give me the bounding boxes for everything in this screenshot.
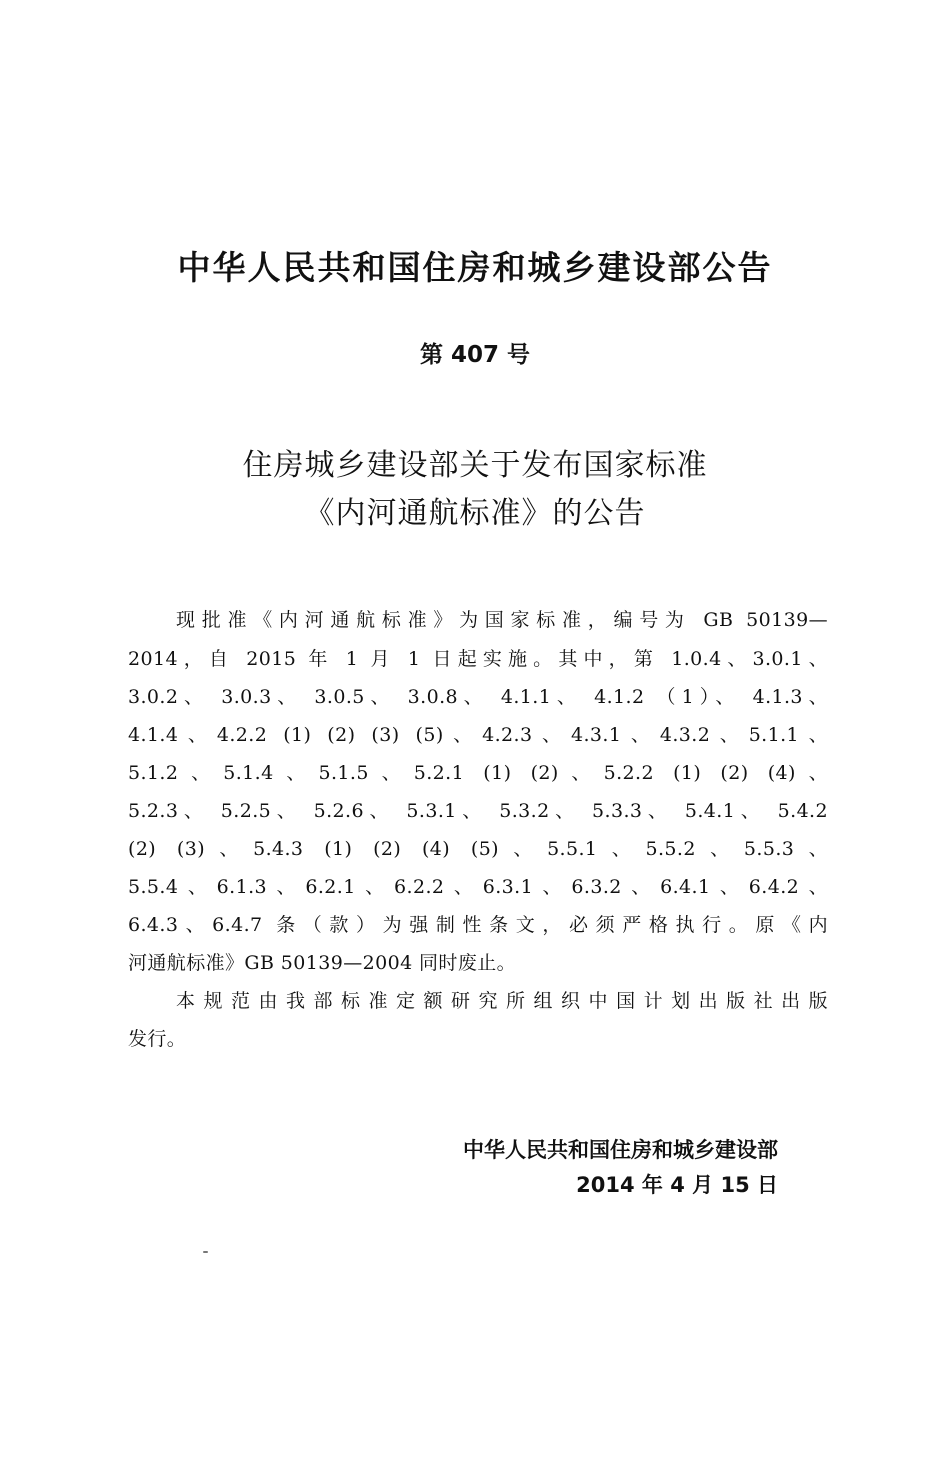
signature-date: 2014 年 4 月 15 日 [576, 1173, 778, 1197]
body-line-5: 5.1.2、5.1.4、5.1.5、5.2.1 (1) (2)、5.2.2 (1) (2) (4)、 [128, 762, 828, 784]
body-line-2: 2014，自 2015 年 1 月 1 日起实施。其中，第 1.0.4、3.0.1、 [128, 648, 828, 670]
announcement-title-line-1: 住房城乡建设部关于发布国家标准 [242, 448, 708, 483]
scan-speck [203, 1251, 208, 1253]
body-line-9: 6.4.3、6.4.7 条（款）为强制性条文，必须严格执行。原《内 [128, 914, 828, 936]
body-line-6: 5.2.3、 5.2.5、 5.2.6、 5.3.1、 5.3.2、 5.3.3、 5.4.1、 5.4.2 [128, 800, 828, 822]
body-line-12: 发行。 [128, 1028, 187, 1050]
announcement-headline: 中华人民共和国住房和城乡建设部公告 [177, 248, 773, 287]
body-line-3: 3.0.2、 3.0.3、 3.0.5、 3.0.8、 4.1.1、 4.1.2 （1）、 4.1.3、 [128, 686, 828, 708]
body-line-7: (2) (3)、5.4.3 (1) (2) (4) (5)、5.5.1、5.5.2、5.5.3、 [128, 838, 828, 860]
body-line-10: 河通航标准》GB 50139—2004 同时废止。 [128, 952, 517, 974]
body-line-11: 本规范由我部标准定额研究所组织中国计划出版社出版 [176, 990, 828, 1012]
signature-organization: 中华人民共和国住房和城乡建设部 [463, 1138, 778, 1162]
body-line-4: 4.1.4、4.2.2 (1) (2) (3) (5)、4.2.3、4.3.1、4.3.2、5.1.1、 [128, 724, 828, 746]
body-line-8: 5.5.4、6.1.3、6.2.1、6.2.2、6.3.1、6.3.2、6.4.1、6.4.2、 [128, 876, 828, 898]
body-line-1: 现批准《内河通航标准》为国家标准，编号为 GB 50139— [176, 609, 828, 631]
announcement-title-line-2: 《内河通航标准》的公告 [304, 496, 646, 531]
announcement-number: 第 407 号 [419, 342, 531, 368]
